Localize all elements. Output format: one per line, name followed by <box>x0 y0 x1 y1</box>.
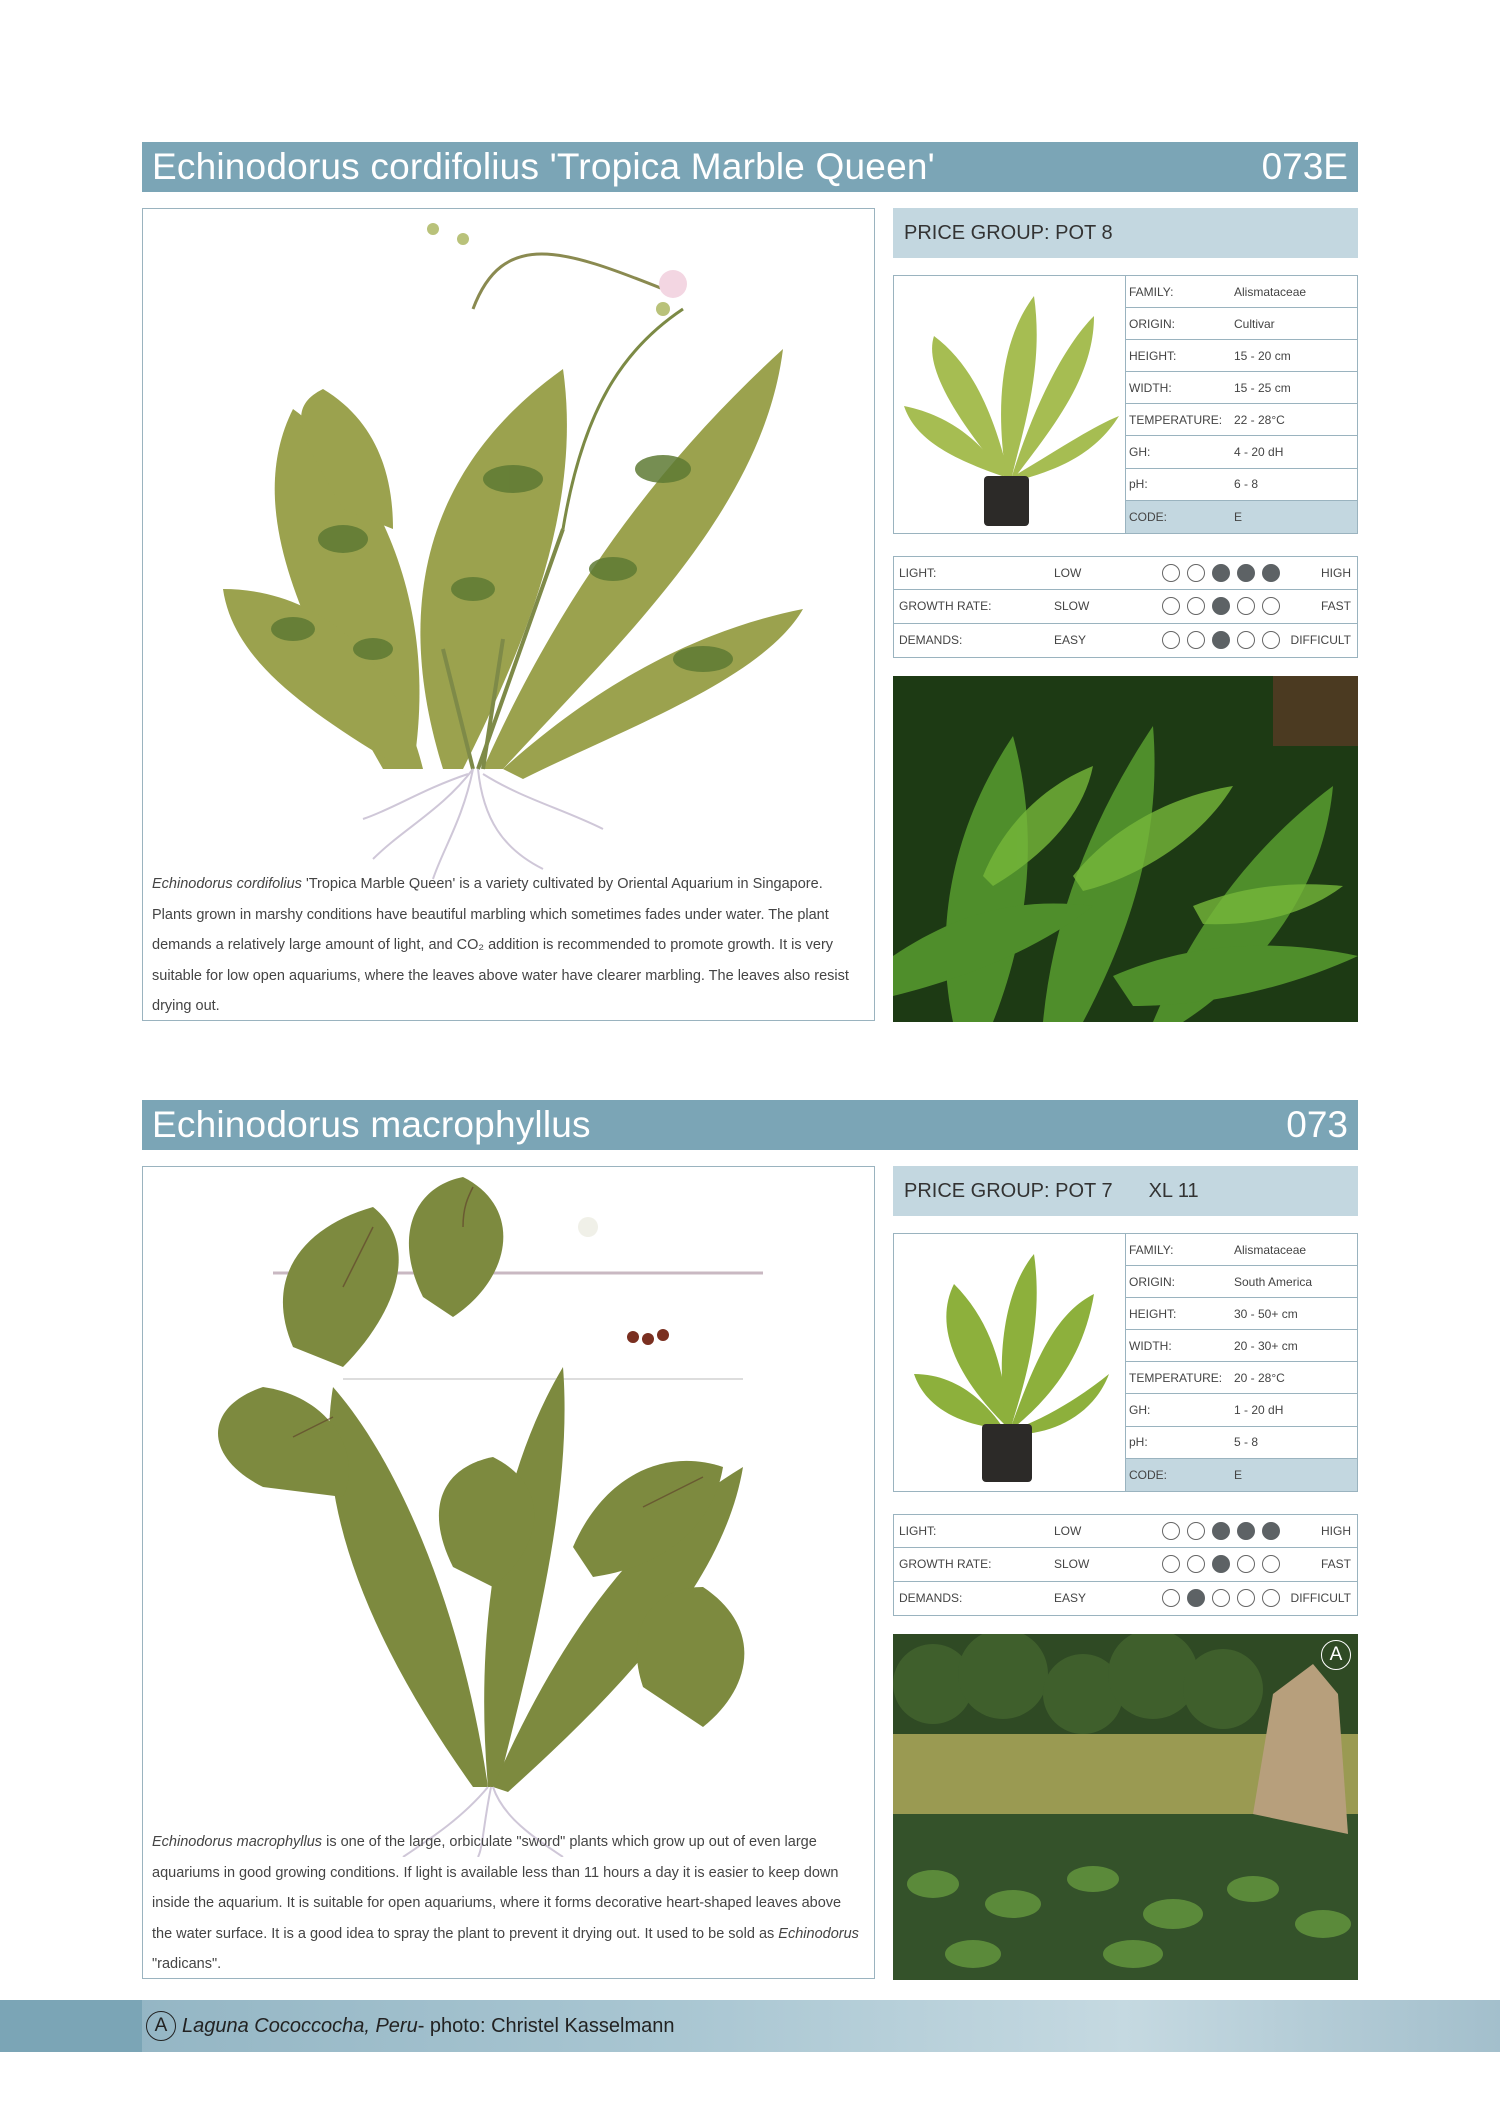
rating-dot-empty <box>1237 597 1255 615</box>
info-table <box>1125 1234 1357 1491</box>
rating-dots <box>1162 564 1280 582</box>
rating-dot-empty <box>1237 1589 1255 1607</box>
plant-code: 073E <box>1261 146 1348 187</box>
rating-dot-empty <box>1162 597 1180 615</box>
rating-dot-empty <box>1187 564 1205 582</box>
entry-title-bar <box>142 1100 1358 1150</box>
rating-dots <box>1162 597 1280 615</box>
credit-badge: A <box>146 2011 176 2041</box>
rating-demands: DEMANDS: EASY DIFFICULT <box>899 633 1351 648</box>
rating-dot-empty <box>1187 1555 1205 1573</box>
rating-demands: DEMANDS: EASY DIFFICULT <box>899 1591 1351 1606</box>
rating-dot-empty <box>1237 631 1255 649</box>
info-table <box>1125 276 1357 533</box>
rating-dot-filled <box>1237 564 1255 582</box>
rating-dot-empty <box>1262 631 1280 649</box>
potted-plant-photo <box>894 276 1125 533</box>
info-row-code: CODE: E <box>1126 501 1357 533</box>
rating-dot-empty <box>1187 631 1205 649</box>
plant-name: Echinodorus cordifolius 'Tropica Marble Queen' <box>152 146 935 187</box>
info-row-height: HEIGHT: 15 - 20 cm <box>1126 340 1357 372</box>
rating-dot-empty <box>1187 1522 1205 1540</box>
info-row-width: WIDTH: 15 - 25 cm <box>1126 372 1357 404</box>
info-row-code: CODE: E <box>1126 1459 1357 1491</box>
rating-dot-filled <box>1237 1522 1255 1540</box>
rating-growth-rate: GROWTH RATE: SLOW FAST <box>894 590 1357 623</box>
info-row-width: WIDTH: 20 - 30+ cm <box>1126 1330 1357 1362</box>
potted-plant-photo <box>894 1234 1125 1491</box>
info-row-origin: ORIGIN: South America <box>1126 1266 1357 1298</box>
plant-name: Echinodorus macrophyllus <box>152 1104 591 1145</box>
illustration-panel <box>142 208 875 1021</box>
info-row-gh: GH: 4 - 20 dH <box>1126 436 1357 468</box>
info-panel <box>893 275 1358 534</box>
info-panel <box>893 1233 1358 1492</box>
info-row-ph: pH: 5 - 8 <box>1126 1427 1357 1459</box>
rating-dot-filled <box>1262 564 1280 582</box>
info-row-ph: pH: 6 - 8 <box>1126 469 1357 501</box>
rating-dot-filled <box>1212 631 1230 649</box>
rating-panel <box>893 1514 1358 1616</box>
rating-dot-empty <box>1262 1589 1280 1607</box>
price-group: PRICE GROUP: POT 7 XL 11 <box>893 1166 1358 1216</box>
rating-dot-filled <box>1187 1589 1205 1607</box>
plant-code: 073 <box>1286 1104 1348 1145</box>
photo-badge: A <box>1321 1640 1351 1670</box>
photo-credit-bar <box>0 2000 1500 2052</box>
rating-dot-empty <box>1187 597 1205 615</box>
rating-light: LIGHT: LOW HIGH <box>894 1515 1357 1548</box>
footer-accent <box>0 2000 142 2052</box>
info-row-temperature: TEMPERATURE: 20 - 28°C <box>1126 1362 1357 1394</box>
rating-dot-empty <box>1162 1522 1180 1540</box>
rating-dot-filled <box>1212 597 1230 615</box>
plant-description: Echinodorus macrophyllus is one of the large, orbiculate "sword" plants which grow up out of even large aquariums in good growing conditions. If light is available less than 11 hours a day it is easier to keep down inside the aquarium. It is suitable for open aquariums, where it forms decorative heart-shaped leaves above the water surface. It is a good idea to spray the plant to prevent it drying out. It used to be sold as Echinodorus "radicans". <box>152 1834 859 1972</box>
rating-panel <box>893 556 1358 658</box>
rating-dots <box>1162 631 1280 649</box>
rating-dot-empty <box>1162 1589 1180 1607</box>
plant-illustration <box>143 209 875 899</box>
illustration-panel <box>142 1166 875 1979</box>
credit-place: Laguna Cococcocha, Peru <box>182 2014 418 2037</box>
rating-dots <box>1162 1522 1280 1540</box>
info-row-origin: ORIGIN: Cultivar <box>1126 308 1357 340</box>
habitat-photo-wrapper <box>893 1634 1358 1980</box>
plant-description: Echinodorus cordifolius 'Tropica Marble Queen' is a variety cultivated by Oriental Aquarium in Singapore. Plants grown in marshy conditions have beautiful marbling which sometimes fades under water. The plant demands a relatively large amount of light, and CO₂ addition is recommended to promote growth. It is very suitable for low open aquariums, where the leaves above water have clearer marbling. The leaves also resist drying out. <box>152 876 849 1014</box>
rating-dot-filled <box>1262 1522 1280 1540</box>
rating-growth-rate: GROWTH RATE: SLOW FAST <box>894 1548 1357 1581</box>
rating-dot-empty <box>1237 1555 1255 1573</box>
rating-dot-empty <box>1162 564 1180 582</box>
price-group: PRICE GROUP: POT 8 <box>893 208 1358 258</box>
rating-dot-empty <box>1262 1555 1280 1573</box>
info-row-family: FAMILY: Alismataceae <box>1126 276 1357 308</box>
rating-dot-empty <box>1262 597 1280 615</box>
info-row-height: HEIGHT: 30 - 50+ cm <box>1126 1298 1357 1330</box>
rating-dots <box>1162 1555 1280 1573</box>
entry-title-bar <box>142 142 1358 192</box>
rating-dot-filled <box>1212 1522 1230 1540</box>
info-row-temperature: TEMPERATURE: 22 - 28°C <box>1126 404 1357 436</box>
rating-dot-empty <box>1212 1589 1230 1607</box>
habitat-photo <box>893 1634 1358 1980</box>
rating-dots <box>1162 1589 1280 1607</box>
info-row-gh: GH: 1 - 20 dH <box>1126 1394 1357 1426</box>
rating-dot-filled <box>1212 1555 1230 1573</box>
rating-dot-empty <box>1162 1555 1180 1573</box>
rating-dot-filled <box>1212 564 1230 582</box>
rating-dot-empty <box>1162 631 1180 649</box>
plant-illustration <box>143 1167 875 1857</box>
credit-text: - photo: Christel Kasselmann <box>417 2014 675 2037</box>
rating-light: LIGHT: LOW HIGH <box>894 557 1357 590</box>
info-row-family: FAMILY: Alismataceae <box>1126 1234 1357 1266</box>
aquarium-photo <box>893 676 1358 1022</box>
